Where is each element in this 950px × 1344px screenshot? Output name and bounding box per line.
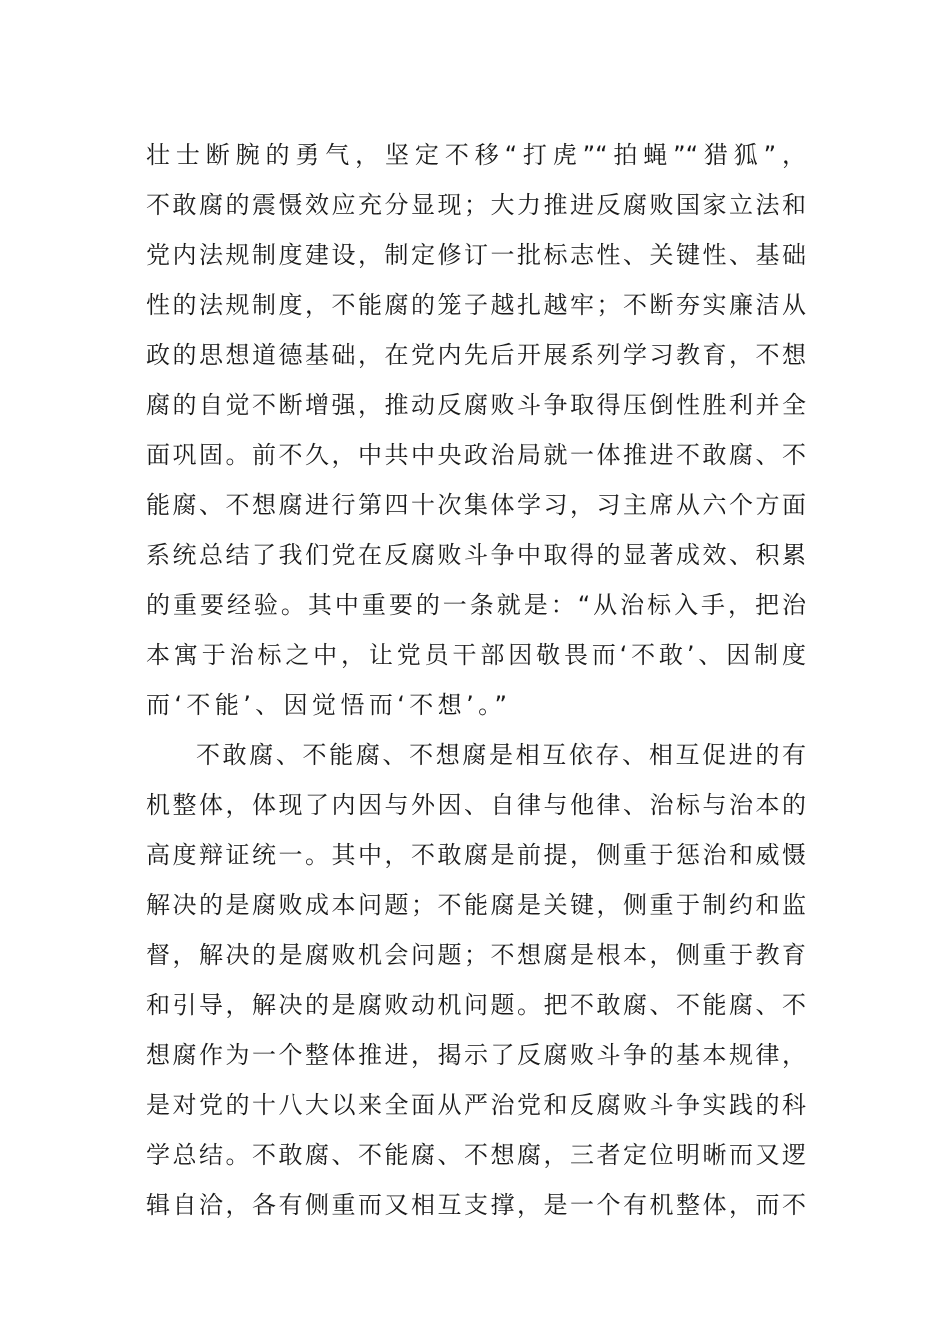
paragraph-2-line-1: 不敢腐、不能腐、不想腐是相互依存、相互促进的有 bbox=[196, 741, 806, 769]
paragraph-2-line-7: 想腐作为一个整体推进，揭示了反腐败斗争的基本规律， bbox=[146, 1041, 806, 1069]
paragraph-2-line-3: 高度辩证统一。其中，不敢腐是前提，侧重于惩治和威慑 bbox=[146, 841, 806, 869]
paragraph-2-line-8: 是对党的十八大以来全面从严治党和反腐败斗争实践的科 bbox=[146, 1091, 806, 1119]
paragraph-2-line-9: 学总结。不敢腐、不能腐、不想腐，三者定位明晰而又逻 bbox=[146, 1141, 806, 1169]
paragraph-2-line-4: 解决的是腐败成本问题；不能腐是关键，侧重于制约和监 bbox=[146, 891, 806, 919]
paragraph-1-line-7: 面巩固。前不久，中共中央政治局就一体推进不敢腐、不 bbox=[146, 441, 806, 469]
paragraph-1-line-9: 系统总结了我们党在反腐败斗争中取得的显著成效、积累 bbox=[146, 541, 806, 569]
paragraph-1-line-2: 不敢腐的震慑效应充分显现；大力推进反腐败国家立法和 bbox=[146, 191, 806, 219]
paragraph-1-line-4: 性的法规制度，不能腐的笼子越扎越牢；不断夯实廉洁从 bbox=[146, 291, 806, 319]
paragraph-1-line-5: 政的思想道德基础，在党内先后开展系列学习教育，不想 bbox=[146, 341, 806, 369]
paragraph-2-line-6: 和引导，解决的是腐败动机问题。把不敢腐、不能腐、不 bbox=[146, 991, 806, 1019]
paragraph-1-line-8: 能腐、不想腐进行第四十次集体学习，习主席从六个方面 bbox=[146, 491, 806, 519]
paragraph-1-line-11: 本寓于治标之中，让党员干部因敬畏而‘不敢’、因制度 bbox=[146, 641, 806, 669]
paragraph-1-line-12: 而‘不能’、因觉悟而‘不想’。” bbox=[146, 691, 512, 719]
paragraph-2-line-2: 机整体，体现了内因与外因、自律与他律、治标与治本的 bbox=[146, 791, 806, 819]
paragraph-1-line-3: 党内法规制度建设，制定修订一批标志性、关键性、基础 bbox=[146, 241, 806, 269]
paragraph-1-line-6: 腐的自觉不断增强，推动反腐败斗争取得压倒性胜利并全 bbox=[146, 391, 806, 419]
paragraph-1-line-1: 壮士断腕的勇气，坚定不移“打虎”“拍蝇”“猎狐”， bbox=[146, 141, 806, 169]
paragraph-1-line-10: 的重要经验。其中重要的一条就是：“从治标入手，把治 bbox=[146, 591, 806, 619]
paragraph-2-line-10: 辑自洽，各有侧重而又相互支撑，是一个有机整体，而不 bbox=[146, 1191, 806, 1219]
paragraph-2-line-5: 督，解决的是腐败机会问题；不想腐是根本，侧重于教育 bbox=[146, 941, 806, 969]
